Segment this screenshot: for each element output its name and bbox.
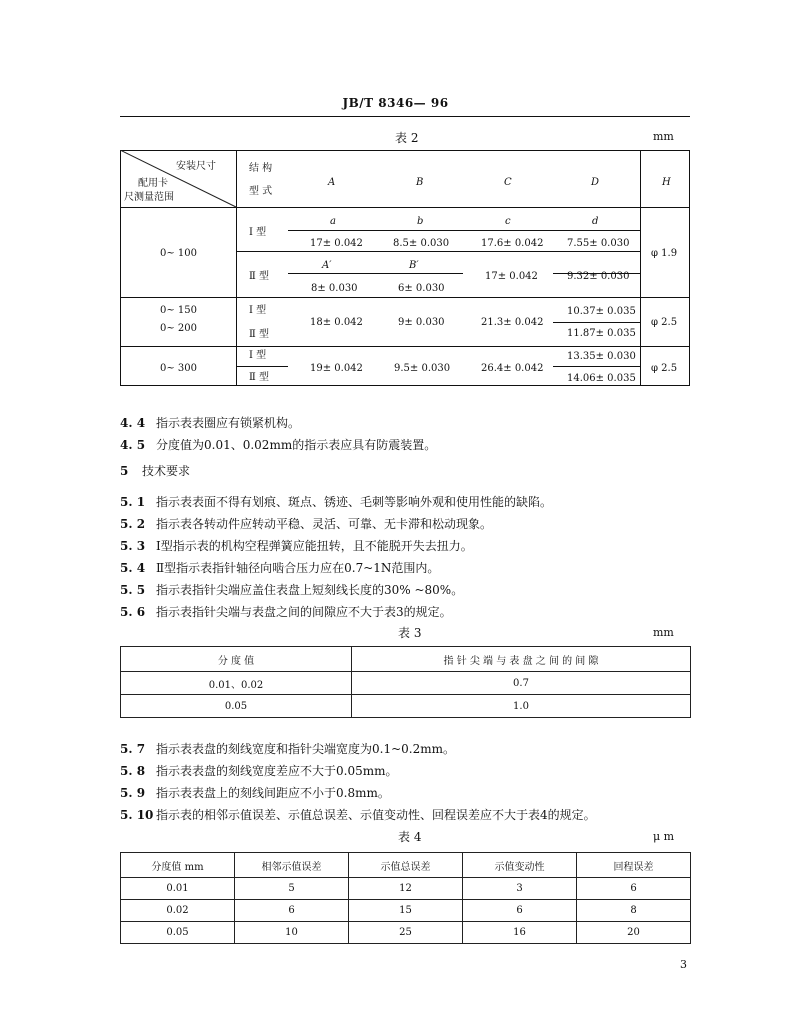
t2-r1-b: 8.5± 0.030 xyxy=(393,238,450,249)
clause-number: 5. 5 xyxy=(120,583,146,597)
clause-5-8 xyxy=(120,763,397,779)
t2-r3-c: 26.4± 0.042 xyxy=(481,363,544,374)
table3-unit: mm xyxy=(653,626,674,639)
t2-r1-sub-d: d xyxy=(592,216,599,227)
table-row xyxy=(121,695,691,718)
table-cell: 6 xyxy=(577,878,691,900)
t2-diag-bottom: 尺测量范围 xyxy=(124,192,174,203)
clause-text: 分度值为0.01、0.02mm的指示表应具有防震装置。 xyxy=(156,438,437,452)
clause-5-10 xyxy=(120,807,596,823)
clause-text: 指示表的相邻示值误差、示值总误差、示值变动性、回程误差应不大于表4的规定。 xyxy=(156,808,596,822)
table-cell: 12 xyxy=(349,878,463,900)
clause-text: Ⅱ型指示表指针轴径向啮合压力应在0.7~1N范围内。 xyxy=(156,561,440,575)
table-cell: 0.01、0.02 xyxy=(121,672,352,695)
clause-5-9 xyxy=(120,785,390,801)
clause-number: 4. 5 xyxy=(120,438,146,452)
t2-r3-b: 9.5± 0.030 xyxy=(394,363,451,374)
section-5-heading xyxy=(120,462,190,479)
t2-r1-sub-b: b xyxy=(417,216,424,227)
clause-text: 指示表指针尖端应盖住表盘上短刻线长度的30% ~80%。 xyxy=(156,583,464,597)
table-cell: 0.02 xyxy=(121,900,235,922)
t2-r1-a: 17± 0.042 xyxy=(310,238,363,249)
table-cell: 16 xyxy=(463,922,577,944)
table-cell: 15 xyxy=(349,900,463,922)
table-row xyxy=(121,672,691,695)
table-header-cell: 回程误差 xyxy=(577,853,691,878)
t2-r1-a2: 8± 0.030 xyxy=(311,283,358,294)
t2-r1-type1: Ⅰ 型 xyxy=(249,227,267,238)
table-row xyxy=(121,922,691,944)
clause-text: 指示表表圈应有锁紧机构。 xyxy=(156,416,301,430)
table-cell: 1.0 xyxy=(352,695,691,718)
t2-diag-top: 安装尺寸 xyxy=(176,161,216,172)
table-cell: 10 xyxy=(235,922,349,944)
clause-5-2 xyxy=(120,516,492,532)
t2-r1-type2: Ⅱ 型 xyxy=(249,271,269,282)
t2-r2-h: φ 2.5 xyxy=(651,317,678,328)
clause-number: 5. 7 xyxy=(120,742,146,756)
t2-r2-type2: Ⅱ 型 xyxy=(249,329,269,340)
t2-r1-c2: 17± 0.042 xyxy=(485,271,538,282)
t2-r3-type1: Ⅰ 型 xyxy=(249,350,267,361)
section-title: 技术要求 xyxy=(142,464,191,478)
table4-caption: 表 4 xyxy=(398,830,422,844)
clause-number: 5. 8 xyxy=(120,764,146,778)
t2-r1-h: φ 1.9 xyxy=(651,248,678,259)
clause-text: 指示表表面不得有划痕、斑点、锈迹、毛刺等影响外观和使用性能的缺陷。 xyxy=(156,495,553,509)
t2-r3-d2: 14.06± 0.035 xyxy=(567,373,636,384)
t2-col-b: B xyxy=(416,177,424,188)
clause-5-6 xyxy=(120,604,452,620)
table-header-row xyxy=(121,647,691,672)
table-cell: 8 xyxy=(577,900,691,922)
t2-r2-type1: Ⅰ 型 xyxy=(249,305,267,316)
clause-5-1 xyxy=(120,494,552,510)
table-header-cell: 相邻示值误差 xyxy=(235,853,349,878)
clause-number: 4. 4 xyxy=(120,416,146,430)
t2-sub-line xyxy=(553,322,640,323)
t2-col-d: D xyxy=(591,177,600,188)
table-row xyxy=(121,900,691,922)
clause-5-5 xyxy=(120,582,463,598)
t2-r2-range1: 0~ 150 xyxy=(160,305,198,316)
clause-text: 指示表表盘的刻线宽度差应不大于0.05mm。 xyxy=(156,764,398,778)
table-header-cell: 示值变动性 xyxy=(463,853,577,878)
t2-r3-type2: Ⅱ 型 xyxy=(249,372,269,383)
t2-r2-d1: 10.37± 0.035 xyxy=(567,306,636,317)
table-row xyxy=(121,878,691,900)
clause-number: 5. 10 xyxy=(120,808,154,822)
table3 xyxy=(120,646,691,718)
clause-number: 5. 9 xyxy=(120,786,146,800)
t2-border-right xyxy=(689,150,690,386)
clause-number: 5. 2 xyxy=(120,517,146,531)
table-header-cell: 示值总误差 xyxy=(349,853,463,878)
table-cell: 6 xyxy=(235,900,349,922)
table-header-row xyxy=(121,853,691,878)
t2-r1-b2: 6± 0.030 xyxy=(398,283,445,294)
table-cell: 0.05 xyxy=(121,922,235,944)
clause-number: 5. 6 xyxy=(120,605,146,619)
table-cell: 0.01 xyxy=(121,878,235,900)
t2-row-line xyxy=(120,346,690,347)
clause-number: 5. 3 xyxy=(120,539,146,553)
t2-col-h: H xyxy=(662,177,671,188)
t2-sub-line xyxy=(288,273,463,274)
table-cell: 0.05 xyxy=(121,695,352,718)
table-cell: 0.7 xyxy=(352,672,691,695)
table2 xyxy=(0,0,791,400)
t2-r1-c: 17.6± 0.042 xyxy=(481,238,544,249)
t2-r2-a: 18± 0.042 xyxy=(310,317,363,328)
table-header-cell: 指 针 尖 端 与 表 盘 之 间 的 间 隙 xyxy=(352,647,691,672)
t2-r3-range: 0~ 300 xyxy=(160,363,198,374)
clause-text: Ⅰ型指示表的机构空程弹簧应能扭转，且不能脱开失去扭力。 xyxy=(156,539,473,553)
clause-text: 指示表各转动件应转动平稳、灵活、可靠、无卡滞和松动现象。 xyxy=(156,517,493,531)
clause-text: 指示表表盘上的刻线间距应不小于0.8mm。 xyxy=(156,786,390,800)
t2-r2-d2: 11.87± 0.035 xyxy=(567,328,636,339)
t2-diag-mid: 配用卡 xyxy=(138,178,168,189)
table3-caption: 表 3 xyxy=(398,626,422,640)
clause-4-4 xyxy=(120,415,300,431)
page-number: 3 xyxy=(680,958,687,971)
t2-r1-d2: 9.32± 0.030 xyxy=(567,271,630,282)
t2-r1-range: 0~ 100 xyxy=(160,248,198,259)
t2-row-line xyxy=(120,297,690,298)
t2-r2-range2: 0~ 200 xyxy=(160,323,198,334)
clause-number: 5. 1 xyxy=(120,495,146,509)
clause-text: 指示表指针尖端与表盘之间的间隙应不大于表3的规定。 xyxy=(156,605,452,619)
table-cell: 20 xyxy=(577,922,691,944)
t2-col-c: C xyxy=(504,177,512,188)
t2-col-struct-1: 结 构 xyxy=(249,163,273,174)
t2-sub-line xyxy=(288,230,640,231)
t2-sub-line xyxy=(553,366,640,367)
clause-5-7 xyxy=(120,741,455,757)
clause-5-4 xyxy=(120,560,439,576)
table-header-cell: 分度值 mm xyxy=(121,853,235,878)
table4-unit: μ m xyxy=(653,830,675,843)
t2-r1-sub-b2: B′ xyxy=(409,260,419,271)
t2-r1-d: 7.55± 0.030 xyxy=(567,238,630,249)
table-cell: 3 xyxy=(463,878,577,900)
t2-r3-d1: 13.35± 0.030 xyxy=(567,351,636,362)
table4 xyxy=(120,852,691,944)
section-number: 5 xyxy=(120,464,129,478)
table2-unit: mm xyxy=(653,130,674,143)
table-cell: 6 xyxy=(463,900,577,922)
t2-r1-sub-a: a xyxy=(330,216,336,227)
clause-text: 指示表表盘的刻线宽度和指针尖端宽度为0.1~0.2mm。 xyxy=(156,742,455,756)
t2-r2-c: 21.3± 0.042 xyxy=(481,317,544,328)
t2-r2-b: 9± 0.030 xyxy=(398,317,445,328)
table-cell: 25 xyxy=(349,922,463,944)
clause-4-5 xyxy=(120,437,436,453)
t2-border-bottom xyxy=(120,385,690,386)
t2-col-struct-2: 型 式 xyxy=(249,186,273,197)
t2-col-line xyxy=(640,150,641,386)
t2-col-a: A xyxy=(328,177,336,188)
table2-caption: 表 2 xyxy=(395,131,419,145)
t2-r3-h: φ 2.5 xyxy=(651,363,678,374)
document-header: JB/T 8346— 96 xyxy=(342,96,449,110)
clause-5-3 xyxy=(120,538,473,554)
t2-r1-sub-c: c xyxy=(505,216,511,227)
t2-sub-line xyxy=(236,251,640,252)
t2-r3-a: 19± 0.042 xyxy=(310,363,363,374)
clause-number: 5. 4 xyxy=(120,561,146,575)
t2-sub-line xyxy=(236,366,288,367)
table-header-cell: 分 度 值 xyxy=(121,647,352,672)
t2-r1-sub-a2: A′ xyxy=(322,260,332,271)
table-cell: 5 xyxy=(235,878,349,900)
